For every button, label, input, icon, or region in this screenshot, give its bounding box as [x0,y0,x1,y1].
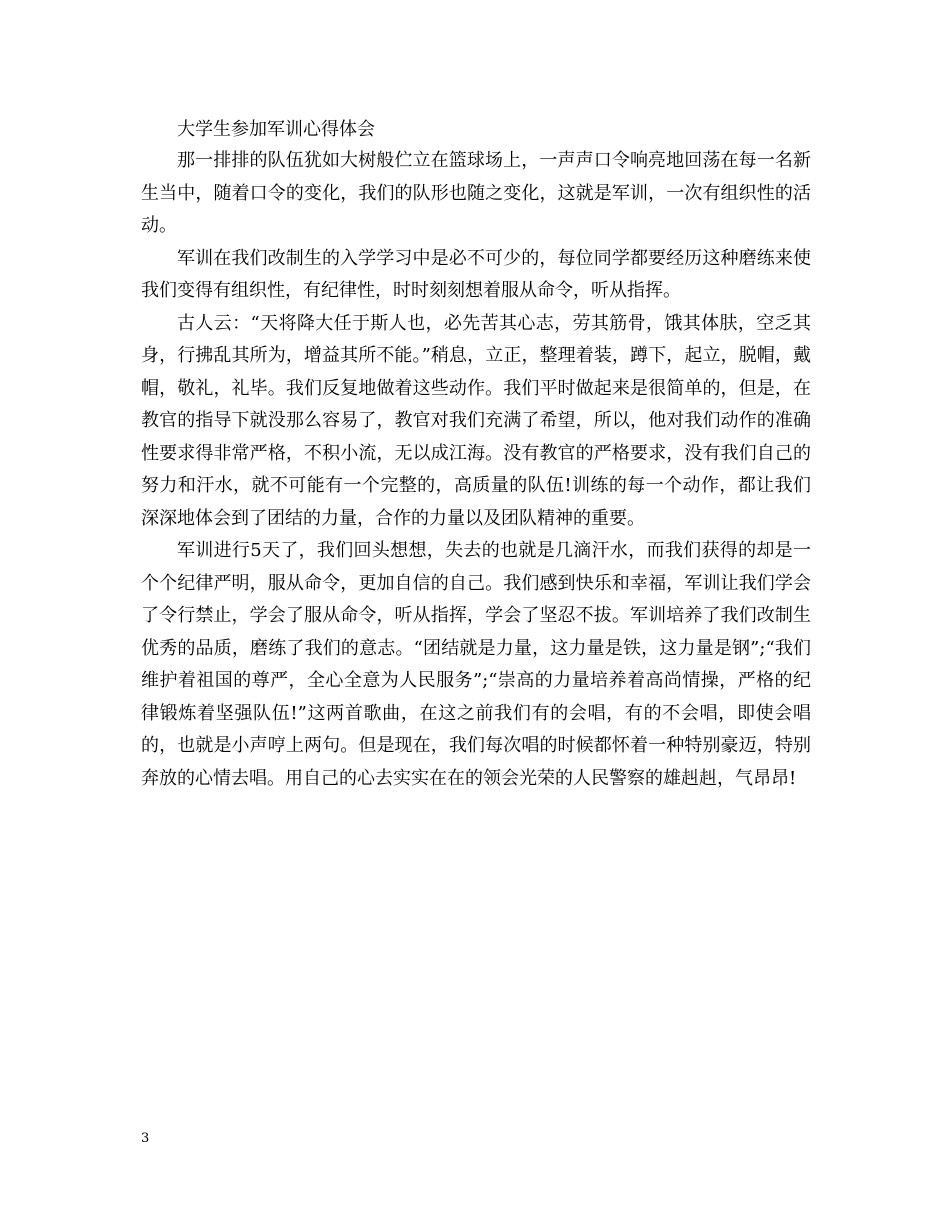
paragraph: 古人云：“天将降大任于斯人也，必先苦其心志，劳其筋骨，饿其体肤，空乏其身，行拂乱其所为，增益其所不能。”稍息，立正，整理着装，蹲下，起立，脱帽，戴帽，敬礼，礼毕。我们反复地做着这些动作。我们平时做起来是很简单的，但是，在教官的指导下就没那么容易了，教官对我们充满了希望，所以，他对我们动作的准确性要求得非常严格，不积小流，无以成江海。没有教官的严格要求，没有我们自己的努力和汗水，就不可能有一个完整的，高质量的队伍!训练的每一个动作，都让我们深深地体会到了团结的力量，合作的力量以及团队精神的重要。 [141,312,811,529]
paragraph: 军训进行5天了，我们回头想想，失去的也就是几滴汗水，而我们获得的却是一个个纪律严明，服从命令，更加自信的自己。我们感到快乐和幸福，军训让我们学会了令行禁止，学会了服从命令，听从指挥，学会了坚忍不拔。军训培养了我们改制生优秀的品质，磨练了我们的意志。“团结就是力量，这力量是铁，这力量是钢”;“我们维护着祖国的尊严，全心全意为人民服务”;“崇高的力量培养着高尚情操，严格的纪律锻炼着坚强队伍!”这两首歌曲，在这之前我们有的会唱，有的不会唱，即使会唱的，也就是小声哼上两句。但是现在，我们每次唱的时候都怀着一种特别豪迈，特别奔放的心情去唱。用自己的心去实实在在的领会光荣的人民警察的雄赳赳，气昂昂! [141,540,811,789]
document-body [141,115,811,795]
page-number: 3 [141,1131,150,1146]
paragraph: 那一排排的队伍犹如大树般伫立在篮球场上，一声声口令响亮地回荡在每一名新生当中，随着口令的变化，我们的队形也随之变化，这就是军训，一次有组织性的活动。 [141,150,811,236]
paragraph: 军训在我们改制生的入学学习中是必不可少的，每位同学都要经历这种磨练来使我们变得有组织性，有纪律性，时时刻刻想着服从命令，听从指挥。 [141,247,811,301]
document-title: 大学生参加军训心得体会 [177,119,375,140]
